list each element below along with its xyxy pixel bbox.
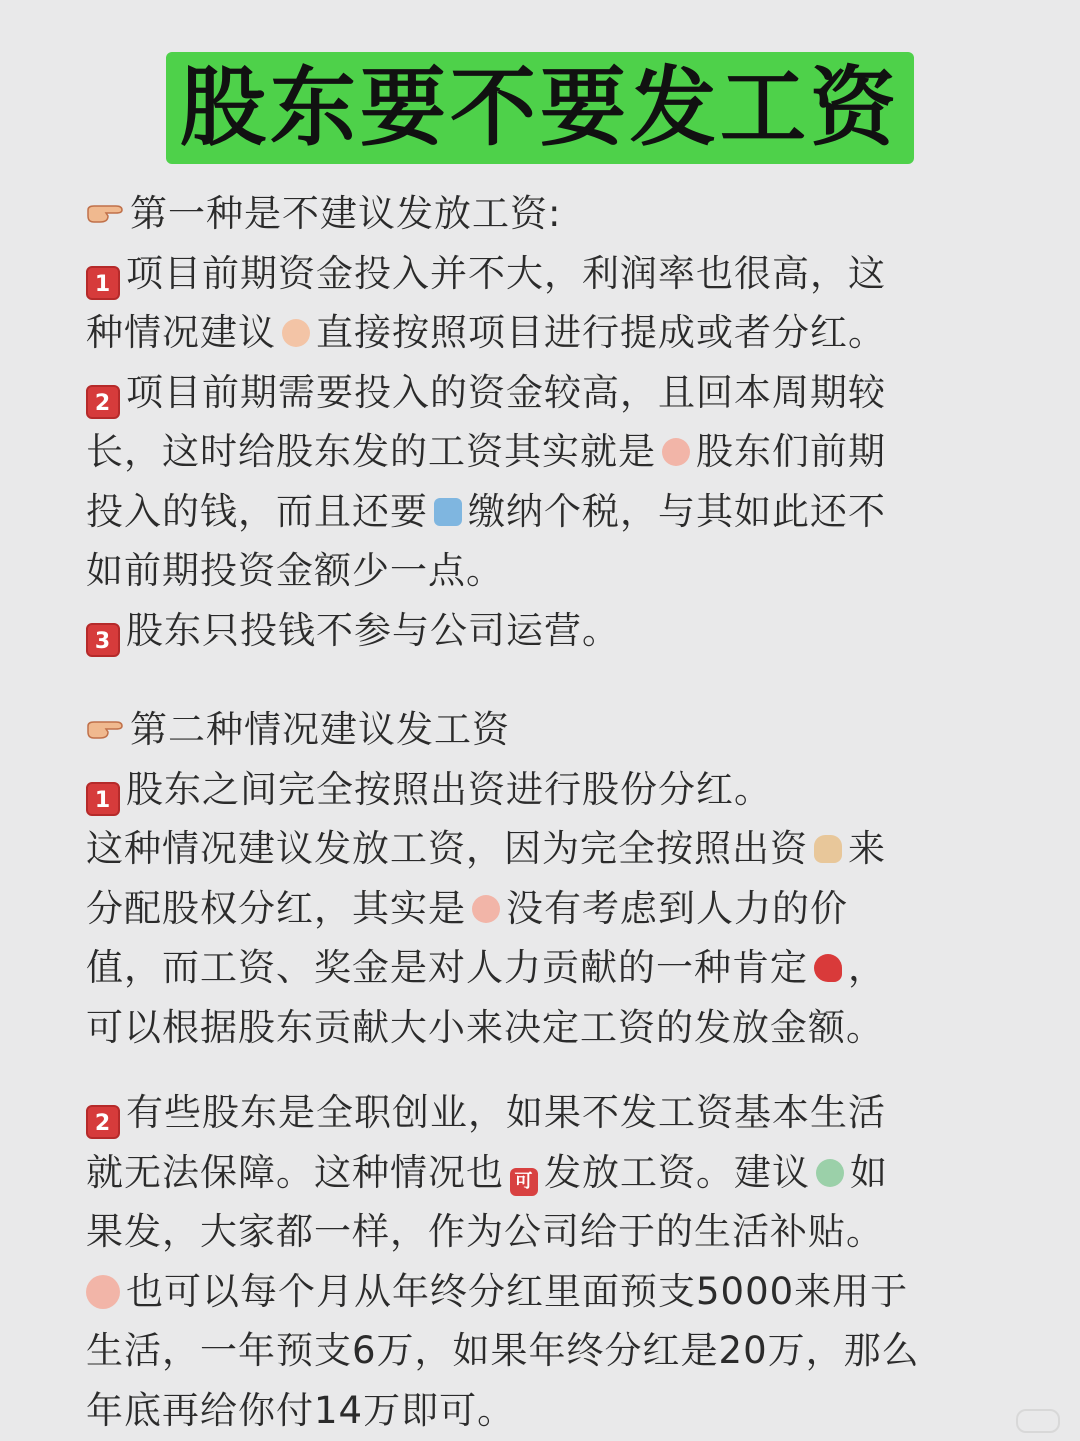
s2-p1-line-c: [86, 938, 986, 998]
s2-item2-line-f: [86, 1381, 986, 1441]
s2-item2-line-c: [86, 1202, 986, 1262]
s1-item2-text-a: 项目前期需要投入的资金较高，且回本周期较: [126, 370, 886, 414]
s1-item1-line-b: [86, 303, 986, 363]
s1-item3-text: 股东只投钱不参与公司运营。: [126, 608, 620, 652]
s2-item2-line-b: [86, 1143, 986, 1203]
money-bag-icon: [814, 835, 842, 863]
s2-p1-text-b1: 分配股权分红，其实是: [86, 886, 466, 930]
s2-p1-line-b: [86, 879, 986, 939]
s2-p1-text-c2: ，: [848, 946, 886, 989]
s2-p1-text-d: 可以根据股东贡献大小来决定工资的发放金额。: [86, 1005, 884, 1049]
section2-heading: 第二种情况建议发工资: [130, 708, 510, 751]
s2-item2-text-b2: 发放工资。建议: [544, 1150, 810, 1194]
s2-item2-line-a: [86, 1083, 986, 1143]
section2-heading-line: [86, 700, 986, 760]
section1-heading: 第一种是不建议发放工资:: [130, 192, 562, 235]
s2-p1-text-b2: 没有考虑到人力的价: [506, 886, 848, 930]
s2-p1-text-c1: 值，而工资、奖金是对人力贡献的一种肯定: [86, 946, 808, 989]
s1-item2-line-d: [86, 541, 986, 601]
s1-item3-line: [86, 601, 986, 661]
s1-item2-text-d: 如前期投资金额少一点。: [86, 549, 504, 592]
s2-p1-line-a: [86, 819, 986, 879]
s2-item2-text-d: 也可以每个月从年终分红里面预支5000来用于: [126, 1269, 909, 1313]
bunny-icon: [816, 1159, 844, 1187]
s1-item2-text-c1: 投入的钱，而且还要: [86, 489, 428, 533]
s1-item2-text-b2: 股东们前期: [696, 430, 886, 473]
pointing-hand-icon: [86, 718, 124, 742]
s1-item1-text-a: 项目前期资金投入并不大，利润率也很高，这: [126, 251, 886, 295]
s1-item1-line-a: [86, 244, 986, 304]
face-icon: [472, 895, 500, 923]
s2-item2-line-e: [86, 1321, 986, 1381]
s2-item2-text-b3: 如: [850, 1150, 888, 1194]
ke-badge-icon: 可: [510, 1168, 538, 1196]
number-two-badge: 2: [86, 385, 120, 419]
number-three-badge: 3: [86, 623, 120, 657]
s1-item2-text-c2: 缴纳个税，与其如此还不: [468, 489, 886, 533]
s2-item1-line: [86, 760, 986, 820]
section1-heading-line: [86, 184, 986, 244]
s2-item2-line-d: [86, 1262, 986, 1322]
number-one-badge: 1: [86, 782, 120, 816]
s1-item1-text-b2: 直接按照项目进行提成或者分红。: [316, 311, 886, 354]
page-title: 股东要不要发工资: [166, 52, 914, 164]
pointing-hand-icon: [86, 202, 124, 226]
s2-item2-text-a: 有些股东是全职创业，如果不发工资基本生活: [126, 1091, 886, 1134]
flexed-arm-icon: [814, 954, 842, 982]
ok-hand-icon: [282, 319, 310, 347]
s1-item2-line-b: [86, 422, 986, 482]
face-icon: [662, 438, 690, 466]
watermark-icon: [1016, 1409, 1060, 1433]
s2-item2-text-e: 生活，一年预支6万，如果年终分红是20万，那么: [86, 1329, 920, 1372]
s2-p1-line-d: [86, 998, 986, 1058]
s1-item2-text-b1: 长，这时给股东发的工资其实就是: [86, 430, 656, 473]
s2-p1-text-a2: 来: [848, 827, 886, 870]
s1-item2-line-c: [86, 482, 986, 542]
s2-p1-text-a1: 这种情况建议发放工资，因为完全按照出资: [86, 827, 808, 870]
s2-item2-text-c: 果发，大家都一样，作为公司给于的生活补贴。: [86, 1210, 884, 1253]
article-body: [86, 184, 986, 1440]
title-area: [0, 52, 1080, 164]
s1-item2-line-a: [86, 363, 986, 423]
s2-item2-text-b1: 就无法保障。这种情况也: [86, 1150, 504, 1194]
number-one-badge: 1: [86, 266, 120, 300]
number-two-badge: 2: [86, 1105, 120, 1139]
pool-icon: [434, 498, 462, 526]
s1-item1-text-b1: 种情况建议: [86, 311, 276, 354]
s2-item2-text-f: 年底再给你付14万即可。: [86, 1388, 516, 1432]
s2-item1-text: 股东之间完全按照出资进行股份分红。: [126, 767, 772, 811]
face-icon: [86, 1275, 120, 1309]
